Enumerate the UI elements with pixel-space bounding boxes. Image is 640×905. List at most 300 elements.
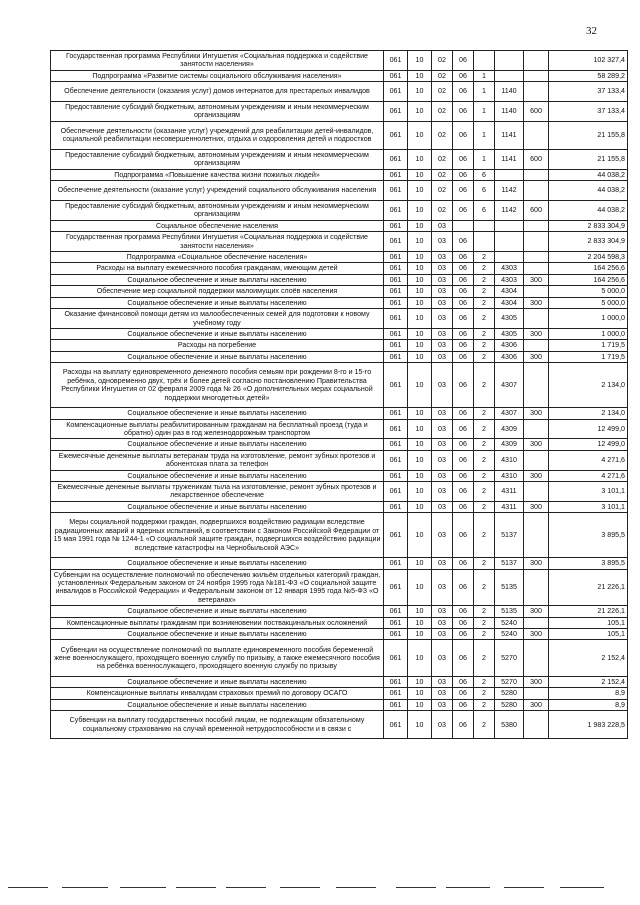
- cell-ved-code: 061: [384, 640, 408, 677]
- cell-section-code: 10: [408, 558, 432, 569]
- cell-ved-code: 061: [384, 629, 408, 640]
- cell-amount: 2 833 304,9: [549, 232, 628, 252]
- cell-amount: 5 000,0: [549, 286, 628, 297]
- cell-expense-type-code: [524, 309, 549, 329]
- cell-subprogram-code: 2: [474, 640, 495, 677]
- cell-name: Предоставление субсидий бюджетным, автономным учреждениям и иным некоммерческим организациям: [51, 201, 384, 221]
- footer-rule: [446, 887, 490, 888]
- table-row: [51, 569, 628, 606]
- cell-subsection-code: 03: [432, 688, 453, 699]
- cell-subprogram-code: 2: [474, 328, 495, 339]
- cell-name: Расходы на выплату единовременного денежного пособия семьям при рождении 8-го и 15-го ребёнка, одновременно двух, трёх и более детей согласно постановлению Правительства Республики Ингушетия от 02 февраля 2009 года № 26 «О дополнительных мерах социальной поддержки многодетных детей»: [51, 363, 384, 408]
- cell-program-code: 06: [453, 232, 474, 252]
- cell-ved-code: 061: [384, 677, 408, 688]
- table-row: [51, 408, 628, 419]
- cell-ved-code: 061: [384, 51, 408, 71]
- cell-name: Социальное обеспечение и иные выплаты населению: [51, 470, 384, 481]
- cell-subsection-code: 03: [432, 677, 453, 688]
- cell-target-article-code: 4310: [495, 450, 524, 470]
- cell-amount: 3 895,5: [549, 558, 628, 569]
- cell-expense-type-code: 600: [524, 201, 549, 221]
- cell-section-code: 10: [408, 419, 432, 439]
- cell-section-code: 10: [408, 513, 432, 558]
- cell-subprogram-code: 1: [474, 70, 495, 81]
- cell-subprogram-code: 2: [474, 606, 495, 617]
- cell-amount: 102 327,4: [549, 51, 628, 71]
- table-row: [51, 220, 628, 231]
- cell-subprogram-code: 2: [474, 351, 495, 362]
- cell-program-code: 06: [453, 677, 474, 688]
- cell-amount: 1 983 228,5: [549, 711, 628, 739]
- cell-name: Социальное обеспечение и иные выплаты населению: [51, 699, 384, 710]
- cell-name: Меры социальной поддержки граждан, подвергшихся воздействию радиации вследствие радиационных аварий и ядерных испытаний, в соответствии с Законом Российской Федерации от 15 мая 1991 года № 1244-1 «О социальной защите граждан, подвергшихся воздействию радиации вследствие катастрофы на Чернобыльской АЭС»: [51, 513, 384, 558]
- cell-subprogram-code: [474, 51, 495, 71]
- cell-program-code: 06: [453, 363, 474, 408]
- cell-ved-code: 061: [384, 102, 408, 122]
- cell-expense-type-code: 300: [524, 351, 549, 362]
- cell-program-code: 06: [453, 688, 474, 699]
- cell-target-article-code: 5137: [495, 513, 524, 558]
- table-row: [51, 102, 628, 122]
- cell-subprogram-code: 2: [474, 677, 495, 688]
- cell-section-code: 10: [408, 501, 432, 512]
- cell-name: Социальное обеспечение и иные выплаты населению: [51, 606, 384, 617]
- cell-name: Обеспечение деятельности (оказание услуг) учреждений для реабилитации детей-инвалидов, социальной реабилитации несовершеннолетних, отдыха и оздоровления детей и подростков: [51, 121, 384, 149]
- cell-name: Субвенции на выплату государственных пособий лицам, не подлежащим обязательному социальному страхованию на случай временной нетрудоспособности и в связи с: [51, 711, 384, 739]
- cell-section-code: 10: [408, 121, 432, 149]
- cell-subprogram-code: 2: [474, 513, 495, 558]
- table-row: [51, 328, 628, 339]
- cell-subprogram-code: 2: [474, 408, 495, 419]
- cell-subprogram-code: 2: [474, 309, 495, 329]
- cell-expense-type-code: 600: [524, 102, 549, 122]
- cell-subsection-code: 02: [432, 150, 453, 170]
- cell-ved-code: 061: [384, 121, 408, 149]
- cell-amount: 2 833 304,9: [549, 220, 628, 231]
- cell-subprogram-code: 6: [474, 201, 495, 221]
- cell-target-article-code: 1140: [495, 82, 524, 102]
- cell-section-code: 10: [408, 263, 432, 274]
- cell-ved-code: 061: [384, 501, 408, 512]
- cell-subsection-code: 03: [432, 309, 453, 329]
- cell-subsection-code: 03: [432, 297, 453, 308]
- table-row: [51, 481, 628, 501]
- cell-name: Компенсационные выплаты инвалидам страховых премий по договору ОСАГО: [51, 688, 384, 699]
- cell-target-article-code: 1142: [495, 201, 524, 221]
- cell-amount: 2 204 598,3: [549, 252, 628, 263]
- cell-name: Государственная программа Республики Ингушетия «Социальная поддержка и содействие занятости населения»: [51, 51, 384, 71]
- cell-subsection-code: 03: [432, 569, 453, 606]
- cell-subprogram-code: 2: [474, 263, 495, 274]
- cell-ved-code: 061: [384, 351, 408, 362]
- cell-section-code: 10: [408, 569, 432, 606]
- cell-subprogram-code: 2: [474, 252, 495, 263]
- cell-subprogram-code: 2: [474, 569, 495, 606]
- footer-rule: [120, 887, 166, 888]
- cell-program-code: 06: [453, 629, 474, 640]
- cell-program-code: 06: [453, 121, 474, 149]
- cell-program-code: 06: [453, 274, 474, 285]
- cell-subprogram-code: 2: [474, 470, 495, 481]
- cell-expense-type-code: [524, 121, 549, 149]
- cell-name: Компенсационные выплаты реабилитированным гражданам на бесплатный проезд (туда и обратно) один раз в год железнодорожным транспортом: [51, 419, 384, 439]
- cell-ved-code: 061: [384, 220, 408, 231]
- cell-program-code: 06: [453, 309, 474, 329]
- cell-target-article-code: 1141: [495, 150, 524, 170]
- cell-amount: 21 155,8: [549, 150, 628, 170]
- cell-program-code: 06: [453, 558, 474, 569]
- cell-section-code: 10: [408, 699, 432, 710]
- cell-ved-code: 061: [384, 470, 408, 481]
- cell-section-code: 10: [408, 470, 432, 481]
- cell-subsection-code: 03: [432, 363, 453, 408]
- cell-name: Предоставление субсидий бюджетным, автономным учреждениям и иным некоммерческим организациям: [51, 150, 384, 170]
- cell-program-code: 06: [453, 470, 474, 481]
- table-row: [51, 558, 628, 569]
- cell-expense-type-code: [524, 481, 549, 501]
- cell-amount: 58 289,2: [549, 70, 628, 81]
- cell-ved-code: 061: [384, 699, 408, 710]
- cell-amount: 21 226,1: [549, 569, 628, 606]
- cell-program-code: 06: [453, 640, 474, 677]
- cell-name: Субвенции на осуществление полномочий по обеспечению жильём отдельных категорий граждан, установленных Федеральным законом от 24 ноября 1995 года №181-ФЗ «О социальной защите инвалидов в Российской Федерации» и Федеральным законом от 12 января 1995 года №5-ФЗ «О ветеранах»: [51, 569, 384, 606]
- cell-ved-code: 061: [384, 328, 408, 339]
- cell-subprogram-code: 1: [474, 150, 495, 170]
- cell-name: Расходы на погребение: [51, 340, 384, 351]
- cell-ved-code: 061: [384, 513, 408, 558]
- cell-subsection-code: 02: [432, 169, 453, 180]
- cell-section-code: 10: [408, 181, 432, 201]
- table-row: [51, 51, 628, 71]
- cell-name: Государственная программа Республики Ингушетия «Социальная поддержка и содействие занятости населения»: [51, 232, 384, 252]
- cell-amount: 1 719,5: [549, 351, 628, 362]
- cell-subsection-code: 02: [432, 51, 453, 71]
- cell-target-article-code: 4305: [495, 309, 524, 329]
- cell-ved-code: 061: [384, 232, 408, 252]
- footer-rule: [396, 887, 436, 888]
- cell-amount: 2 152,4: [549, 640, 628, 677]
- cell-amount: 164 256,6: [549, 263, 628, 274]
- cell-expense-type-code: 600: [524, 150, 549, 170]
- cell-ved-code: 061: [384, 70, 408, 81]
- cell-section-code: 10: [408, 169, 432, 180]
- cell-ved-code: 061: [384, 297, 408, 308]
- cell-program-code: 06: [453, 286, 474, 297]
- cell-target-article-code: 4307: [495, 363, 524, 408]
- cell-name: Социальное обеспечение и иные выплаты населению: [51, 558, 384, 569]
- table-row: [51, 640, 628, 677]
- cell-section-code: 10: [408, 677, 432, 688]
- cell-subprogram-code: 2: [474, 688, 495, 699]
- footer-rule: [8, 887, 48, 888]
- cell-name: Компенсационные выплаты гражданам при возникновении поствакцинальных осложнений: [51, 617, 384, 628]
- table-row: [51, 439, 628, 450]
- cell-target-article-code: 5280: [495, 688, 524, 699]
- cell-subsection-code: 03: [432, 640, 453, 677]
- cell-name: Предоставление субсидий бюджетным, автономным учреждениям и иным некоммерческим организациям: [51, 102, 384, 122]
- table-row: [51, 606, 628, 617]
- cell-target-article-code: 4310: [495, 470, 524, 481]
- cell-amount: 8,9: [549, 688, 628, 699]
- cell-subprogram-code: [474, 220, 495, 231]
- cell-subsection-code: 03: [432, 501, 453, 512]
- footer-rule: [176, 887, 216, 888]
- cell-subprogram-code: 2: [474, 340, 495, 351]
- cell-ved-code: 061: [384, 569, 408, 606]
- cell-ved-code: 061: [384, 558, 408, 569]
- cell-subsection-code: 03: [432, 629, 453, 640]
- cell-subsection-code: 03: [432, 408, 453, 419]
- cell-expense-type-code: [524, 640, 549, 677]
- cell-subprogram-code: 2: [474, 297, 495, 308]
- cell-subsection-code: 03: [432, 699, 453, 710]
- table-row: [51, 252, 628, 263]
- cell-expense-type-code: 300: [524, 274, 549, 285]
- cell-target-article-code: 1141: [495, 121, 524, 149]
- cell-section-code: 10: [408, 309, 432, 329]
- cell-subsection-code: 03: [432, 470, 453, 481]
- cell-expense-type-code: 300: [524, 677, 549, 688]
- cell-expense-type-code: [524, 51, 549, 71]
- cell-amount: 44 038,2: [549, 181, 628, 201]
- cell-name: Социальное обеспечение и иные выплаты населению: [51, 439, 384, 450]
- cell-subsection-code: 03: [432, 351, 453, 362]
- cell-expense-type-code: [524, 513, 549, 558]
- cell-subprogram-code: 2: [474, 699, 495, 710]
- cell-program-code: 06: [453, 328, 474, 339]
- cell-ved-code: 061: [384, 252, 408, 263]
- cell-ved-code: 061: [384, 181, 408, 201]
- table-row: [51, 286, 628, 297]
- cell-name: Ежемесячные денежные выплаты ветеранам труда на изготовление, ремонт зубных протезов и абонентская плата за телефон: [51, 450, 384, 470]
- cell-amount: 1 000,0: [549, 328, 628, 339]
- cell-section-code: 10: [408, 606, 432, 617]
- table-row: [51, 470, 628, 481]
- cell-expense-type-code: 300: [524, 606, 549, 617]
- cell-subsection-code: 02: [432, 121, 453, 149]
- cell-section-code: 10: [408, 711, 432, 739]
- cell-amount: 1 000,0: [549, 309, 628, 329]
- cell-expense-type-code: [524, 711, 549, 739]
- cell-section-code: 10: [408, 51, 432, 71]
- cell-name: Социальное обеспечение и иные выплаты населению: [51, 408, 384, 419]
- cell-subprogram-code: 2: [474, 558, 495, 569]
- table-row: [51, 617, 628, 628]
- cell-target-article-code: 4309: [495, 439, 524, 450]
- cell-subsection-code: 02: [432, 201, 453, 221]
- cell-expense-type-code: [524, 688, 549, 699]
- cell-subsection-code: 03: [432, 328, 453, 339]
- cell-name: Расходы на выплату ежемесячного пособия гражданам, имеющим детей: [51, 263, 384, 274]
- cell-subsection-code: 03: [432, 558, 453, 569]
- cell-ved-code: 061: [384, 169, 408, 180]
- cell-ved-code: 061: [384, 82, 408, 102]
- table-row: [51, 274, 628, 285]
- cell-subprogram-code: 2: [474, 363, 495, 408]
- cell-target-article-code: 4305: [495, 328, 524, 339]
- cell-amount: 4 271,6: [549, 450, 628, 470]
- cell-amount: 3 101,1: [549, 501, 628, 512]
- cell-subprogram-code: 1: [474, 82, 495, 102]
- cell-program-code: 06: [453, 169, 474, 180]
- cell-section-code: 10: [408, 450, 432, 470]
- cell-program-code: 06: [453, 617, 474, 628]
- cell-expense-type-code: 300: [524, 470, 549, 481]
- table-row: [51, 201, 628, 221]
- cell-ved-code: 061: [384, 688, 408, 699]
- cell-expense-type-code: [524, 252, 549, 263]
- cell-expense-type-code: [524, 263, 549, 274]
- cell-section-code: 10: [408, 408, 432, 419]
- table-row: [51, 70, 628, 81]
- cell-target-article-code: 4303: [495, 263, 524, 274]
- page-number: 32: [586, 25, 597, 37]
- cell-target-article-code: [495, 220, 524, 231]
- cell-amount: 21 226,1: [549, 606, 628, 617]
- cell-target-article-code: 5137: [495, 558, 524, 569]
- cell-expense-type-code: 300: [524, 629, 549, 640]
- table-row: [51, 121, 628, 149]
- cell-section-code: 10: [408, 220, 432, 231]
- cell-amount: 21 155,8: [549, 121, 628, 149]
- cell-ved-code: 061: [384, 606, 408, 617]
- cell-section-code: 10: [408, 629, 432, 640]
- cell-subsection-code: 03: [432, 513, 453, 558]
- cell-subsection-code: 03: [432, 274, 453, 285]
- table-row: [51, 629, 628, 640]
- cell-program-code: 06: [453, 569, 474, 606]
- cell-subprogram-code: 2: [474, 419, 495, 439]
- cell-target-article-code: 4307: [495, 408, 524, 419]
- cell-expense-type-code: [524, 82, 549, 102]
- cell-target-article-code: 5270: [495, 640, 524, 677]
- cell-subsection-code: 03: [432, 481, 453, 501]
- cell-subsection-code: 03: [432, 252, 453, 263]
- cell-amount: 105,1: [549, 617, 628, 628]
- cell-subsection-code: 02: [432, 70, 453, 81]
- cell-ved-code: 061: [384, 340, 408, 351]
- cell-name: Социальное обеспечение и иные выплаты населению: [51, 501, 384, 512]
- cell-amount: 37 133,4: [549, 82, 628, 102]
- cell-target-article-code: 4304: [495, 297, 524, 308]
- cell-target-article-code: 5270: [495, 677, 524, 688]
- table-row: [51, 419, 628, 439]
- cell-target-article-code: [495, 169, 524, 180]
- cell-amount: 2 134,0: [549, 408, 628, 419]
- footer-rule: [336, 887, 376, 888]
- cell-subprogram-code: 1: [474, 102, 495, 122]
- cell-subsection-code: 03: [432, 711, 453, 739]
- cell-target-article-code: 4303: [495, 274, 524, 285]
- table-row: [51, 181, 628, 201]
- cell-expense-type-code: 300: [524, 408, 549, 419]
- cell-target-article-code: [495, 51, 524, 71]
- cell-section-code: 10: [408, 340, 432, 351]
- cell-section-code: 10: [408, 70, 432, 81]
- cell-subprogram-code: 2: [474, 274, 495, 285]
- footer-rule: [280, 887, 320, 888]
- cell-name: Социальное обеспечение и иные выплаты населению: [51, 274, 384, 285]
- cell-amount: 4 271,6: [549, 470, 628, 481]
- cell-target-article-code: 4311: [495, 481, 524, 501]
- cell-ved-code: 061: [384, 617, 408, 628]
- cell-section-code: 10: [408, 102, 432, 122]
- cell-expense-type-code: [524, 286, 549, 297]
- cell-target-article-code: 4304: [495, 286, 524, 297]
- cell-subprogram-code: [474, 232, 495, 252]
- cell-program-code: 06: [453, 408, 474, 419]
- cell-target-article-code: [495, 232, 524, 252]
- cell-program-code: 06: [453, 606, 474, 617]
- cell-program-code: 06: [453, 263, 474, 274]
- cell-ved-code: 061: [384, 274, 408, 285]
- cell-program-code: 06: [453, 699, 474, 710]
- cell-ved-code: 061: [384, 363, 408, 408]
- cell-expense-type-code: 300: [524, 439, 549, 450]
- cell-amount: 2 152,4: [549, 677, 628, 688]
- cell-target-article-code: 1142: [495, 181, 524, 201]
- cell-amount: 44 038,2: [549, 201, 628, 221]
- cell-section-code: 10: [408, 640, 432, 677]
- table-row: [51, 363, 628, 408]
- cell-program-code: 06: [453, 51, 474, 71]
- footer-rule: [560, 887, 604, 888]
- cell-target-article-code: 5240: [495, 617, 524, 628]
- cell-amount: 5 000,0: [549, 297, 628, 308]
- table-row: [51, 309, 628, 329]
- cell-expense-type-code: [524, 70, 549, 81]
- cell-target-article-code: 4309: [495, 419, 524, 439]
- cell-target-article-code: 5380: [495, 711, 524, 739]
- cell-expense-type-code: [524, 340, 549, 351]
- cell-subsection-code: 03: [432, 450, 453, 470]
- cell-expense-type-code: 300: [524, 558, 549, 569]
- cell-program-code: 06: [453, 70, 474, 81]
- cell-subsection-code: 03: [432, 419, 453, 439]
- cell-expense-type-code: 300: [524, 328, 549, 339]
- cell-name: Социальное обеспечение и иные выплаты населению: [51, 297, 384, 308]
- footer-rule: [504, 887, 544, 888]
- cell-section-code: 10: [408, 297, 432, 308]
- cell-section-code: 10: [408, 201, 432, 221]
- cell-section-code: 10: [408, 439, 432, 450]
- cell-target-article-code: 5135: [495, 569, 524, 606]
- cell-name: Подпрограмма «Социальное обеспечение населения»: [51, 252, 384, 263]
- cell-ved-code: 061: [384, 408, 408, 419]
- cell-expense-type-code: [524, 232, 549, 252]
- table-row: [51, 263, 628, 274]
- cell-name: Социальное обеспечение и иные выплаты населению: [51, 351, 384, 362]
- cell-name: Обеспечение деятельности (оказание услуг) учреждений социального обслуживания населения: [51, 181, 384, 201]
- cell-name: Обеспечение мер социальной поддержки малоимущих слоёв населения: [51, 286, 384, 297]
- table-row: [51, 711, 628, 739]
- cell-program-code: 06: [453, 201, 474, 221]
- cell-program-code: 06: [453, 351, 474, 362]
- cell-name: Обеспечение деятельности (оказания услуг) домов интернатов для престарелых инвалидов: [51, 82, 384, 102]
- cell-program-code: 06: [453, 513, 474, 558]
- cell-name: Социальное обеспечение и иные выплаты населению: [51, 328, 384, 339]
- cell-subsection-code: 02: [432, 102, 453, 122]
- cell-subprogram-code: 2: [474, 711, 495, 739]
- cell-subsection-code: 03: [432, 439, 453, 450]
- cell-expense-type-code: [524, 220, 549, 231]
- cell-ved-code: 061: [384, 711, 408, 739]
- cell-subsection-code: 02: [432, 181, 453, 201]
- cell-section-code: 10: [408, 363, 432, 408]
- cell-subprogram-code: 6: [474, 181, 495, 201]
- cell-subprogram-code: 1: [474, 121, 495, 149]
- cell-subsection-code: 03: [432, 617, 453, 628]
